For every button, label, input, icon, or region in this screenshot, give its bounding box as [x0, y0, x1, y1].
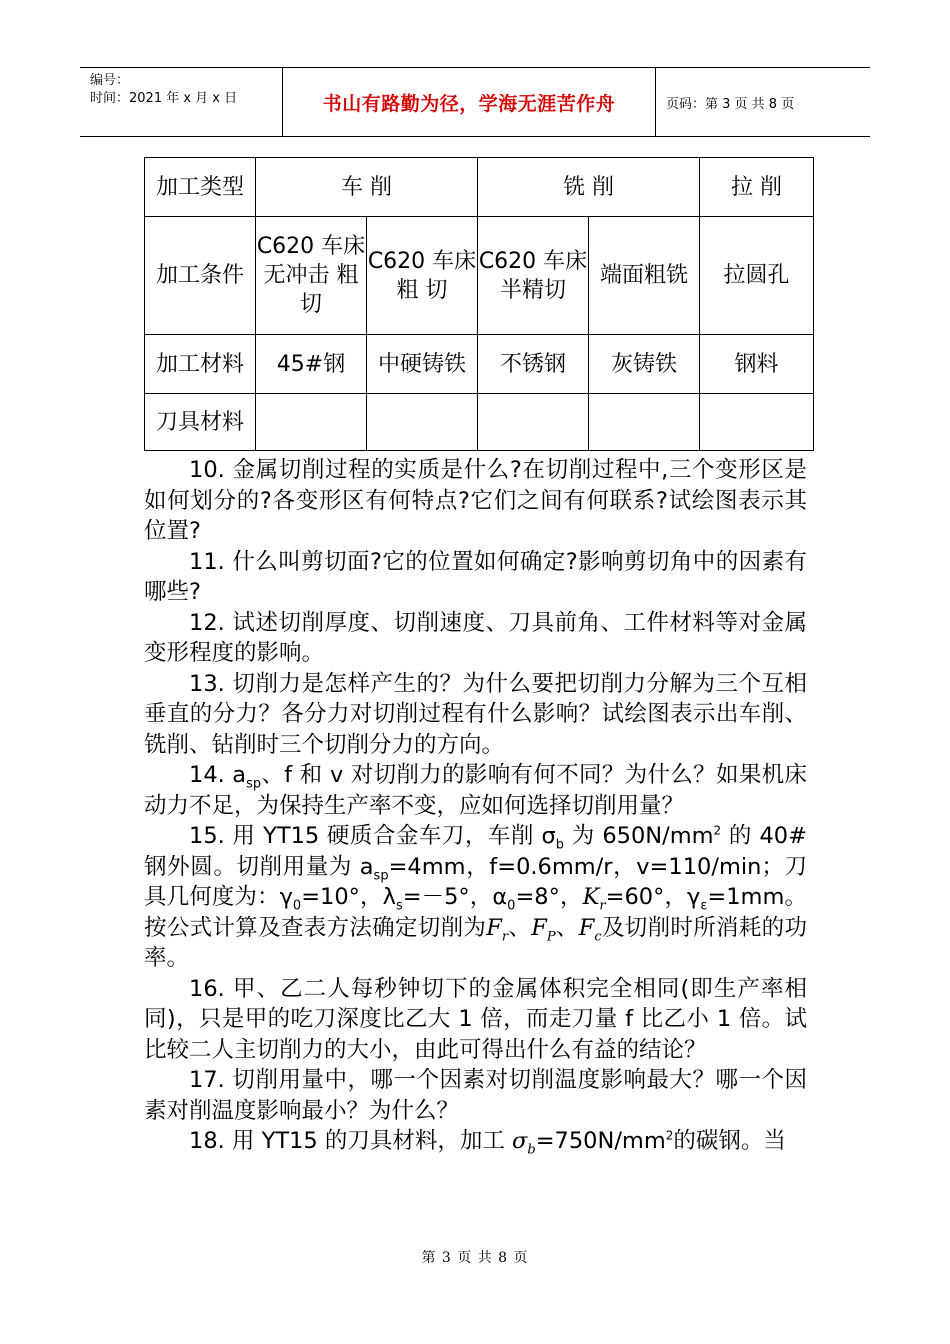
q15-sub: 0	[507, 898, 516, 914]
question-18	[144, 1126, 807, 1157]
question-12: 12. 试述切削厚度、切削速度、刀具前角、工件材料等对金属变形程度的影响。	[144, 609, 807, 666]
q15-text: 、	[508, 914, 532, 941]
time-label: 时间：2021 年 x 月 x 日	[90, 91, 238, 106]
empty-cell	[367, 394, 478, 451]
question-13: 13. 切削力是怎样产生的？为什么要把切削力分解为三个互相垂直的分力？各分力对切削过程有什么影响？试绘图表示出车削、铣削、钻削时三个切削分力的方向。	[144, 670, 807, 758]
question-14	[144, 760, 807, 821]
q15-text: 、	[555, 914, 579, 941]
q15-sub: c	[594, 929, 602, 944]
cell-broaching: 拉 削	[700, 158, 814, 217]
header-left	[80, 68, 283, 136]
cell-condition-4: 端面粗铣	[589, 217, 700, 335]
cell-condition-5: 拉圆孔	[700, 217, 814, 335]
q15-text: =1mm。按公式计算及查表方法确定切削为	[144, 884, 807, 941]
q15-italic: F	[531, 914, 547, 941]
q14-text-b: 、f 和 v 对切削力的影响有何不同？为什么？如果机床动力不足，为保持生产率不变，应如何选择切削用量？	[144, 762, 807, 819]
q15-sub: ε	[700, 898, 708, 914]
table-row	[145, 217, 814, 335]
empty-cell	[256, 394, 367, 451]
q15-text: 及切削时所消耗的功率。	[144, 914, 807, 971]
q15-sub: s	[395, 898, 403, 914]
q14-sub-sp: sp	[246, 776, 262, 792]
q18-text: 18. 用 YT15 的刀具材料，加工	[189, 1128, 513, 1154]
header-page-code: 页码：第 3 页 共 8 页	[666, 96, 795, 112]
q15-text: =10°，λ	[301, 884, 396, 910]
q15-italic: F	[486, 914, 502, 941]
question-15	[144, 821, 807, 974]
empty-cell	[700, 394, 814, 451]
q15-sub: P	[546, 929, 556, 944]
cell-condition-3: C620 车床 半精切	[478, 217, 589, 335]
question-10: 10. 金属切削过程的实质是什么?在切削过程中,三个变形区是如何划分的?各变形区有何特点?它们之间有何联系?试绘图表示其位置?	[144, 457, 807, 544]
cell-condition-2b: 粗 切	[396, 277, 448, 303]
empty-cell	[478, 394, 589, 451]
machining-table	[144, 157, 814, 451]
q15-italic: F	[578, 914, 595, 941]
empty-cell	[589, 394, 700, 451]
header-motto: 书山有路勤为径，学海无涯苦作舟	[283, 68, 656, 136]
q15-text: 的 40#钢外圆。切削用量为 a	[144, 823, 807, 880]
cell-condition-2	[367, 217, 478, 335]
question-16: 16. 甲、乙二人每秒钟切下的金属体积完全相同(即生产率相同)，只是甲的吃刀深度比乙大 1 倍，而走刀量 f 比乙小 1 倍。试比较二人主切削力的大小，由此可得出什么有益的结论？	[144, 975, 807, 1063]
q15-sub: r	[599, 898, 606, 914]
cell-material-5: 钢料	[700, 335, 814, 394]
q18-text: 的碳钢。当	[673, 1128, 786, 1154]
q15-text: =8°，	[515, 884, 583, 910]
cell-milling: 铣 削	[478, 158, 700, 217]
row-header-tool-material: 刀具材料	[145, 394, 256, 451]
q15-sub: r	[501, 929, 509, 944]
q15-italic: K	[582, 884, 600, 910]
q15-text: 15. 用 YT15 硬质合金车刀，车削 σ	[189, 823, 556, 849]
cell-material-1: 45#钢	[256, 335, 367, 394]
q18-text: =750N/mm	[535, 1128, 666, 1154]
question-list	[144, 455, 807, 1157]
q15-text: =4mm，f=0.6mm/r，v=110/min；刀具几何度为：γ	[144, 853, 807, 910]
number-label: 编号：	[90, 73, 130, 88]
cell-condition-2a: C620 车床	[367, 248, 477, 274]
row-header-material: 加工材料	[145, 335, 256, 394]
q15-sup: 2	[713, 823, 722, 838]
q18-sub: b	[527, 1142, 536, 1158]
q15-text: 为 650N/mm	[564, 823, 714, 849]
cell-material-4: 灰铸铁	[589, 335, 700, 394]
q15-text: =60°，γ	[605, 884, 701, 910]
q15-sub: 0	[292, 898, 302, 914]
q18-italic: σ	[512, 1128, 528, 1154]
q18-sup: 2	[665, 1128, 674, 1143]
row-header-condition: 加工条件	[145, 217, 256, 335]
q15-sub: sp	[373, 868, 389, 883]
row-header-machining-type: 加工类型	[145, 158, 256, 217]
page-header	[80, 67, 870, 137]
q15-sub: b	[555, 837, 565, 853]
cell-condition-1: C620 车床 无冲击 粗切	[256, 217, 367, 335]
page-footer: 第 3 页 共 8 页	[421, 1250, 529, 1266]
q14-text-a: 14. a	[189, 762, 247, 788]
q15-text: =－5°，α	[402, 884, 508, 910]
cell-material-3: 不锈钢	[478, 335, 589, 394]
table-row	[145, 394, 814, 451]
cell-material-2: 中硬铸铁	[367, 335, 478, 394]
question-11: 11. 什么叫剪切面?它的位置如何确定?影响剪切角中的因素有哪些?	[144, 548, 807, 605]
table-row	[145, 335, 814, 394]
table-row	[145, 158, 814, 217]
cell-turning: 车 削	[256, 158, 478, 217]
question-17: 17. 切削用量中，哪一个因素对切削温度影响最大？哪一个因素对削温度影响最小？为什么？	[144, 1067, 807, 1124]
